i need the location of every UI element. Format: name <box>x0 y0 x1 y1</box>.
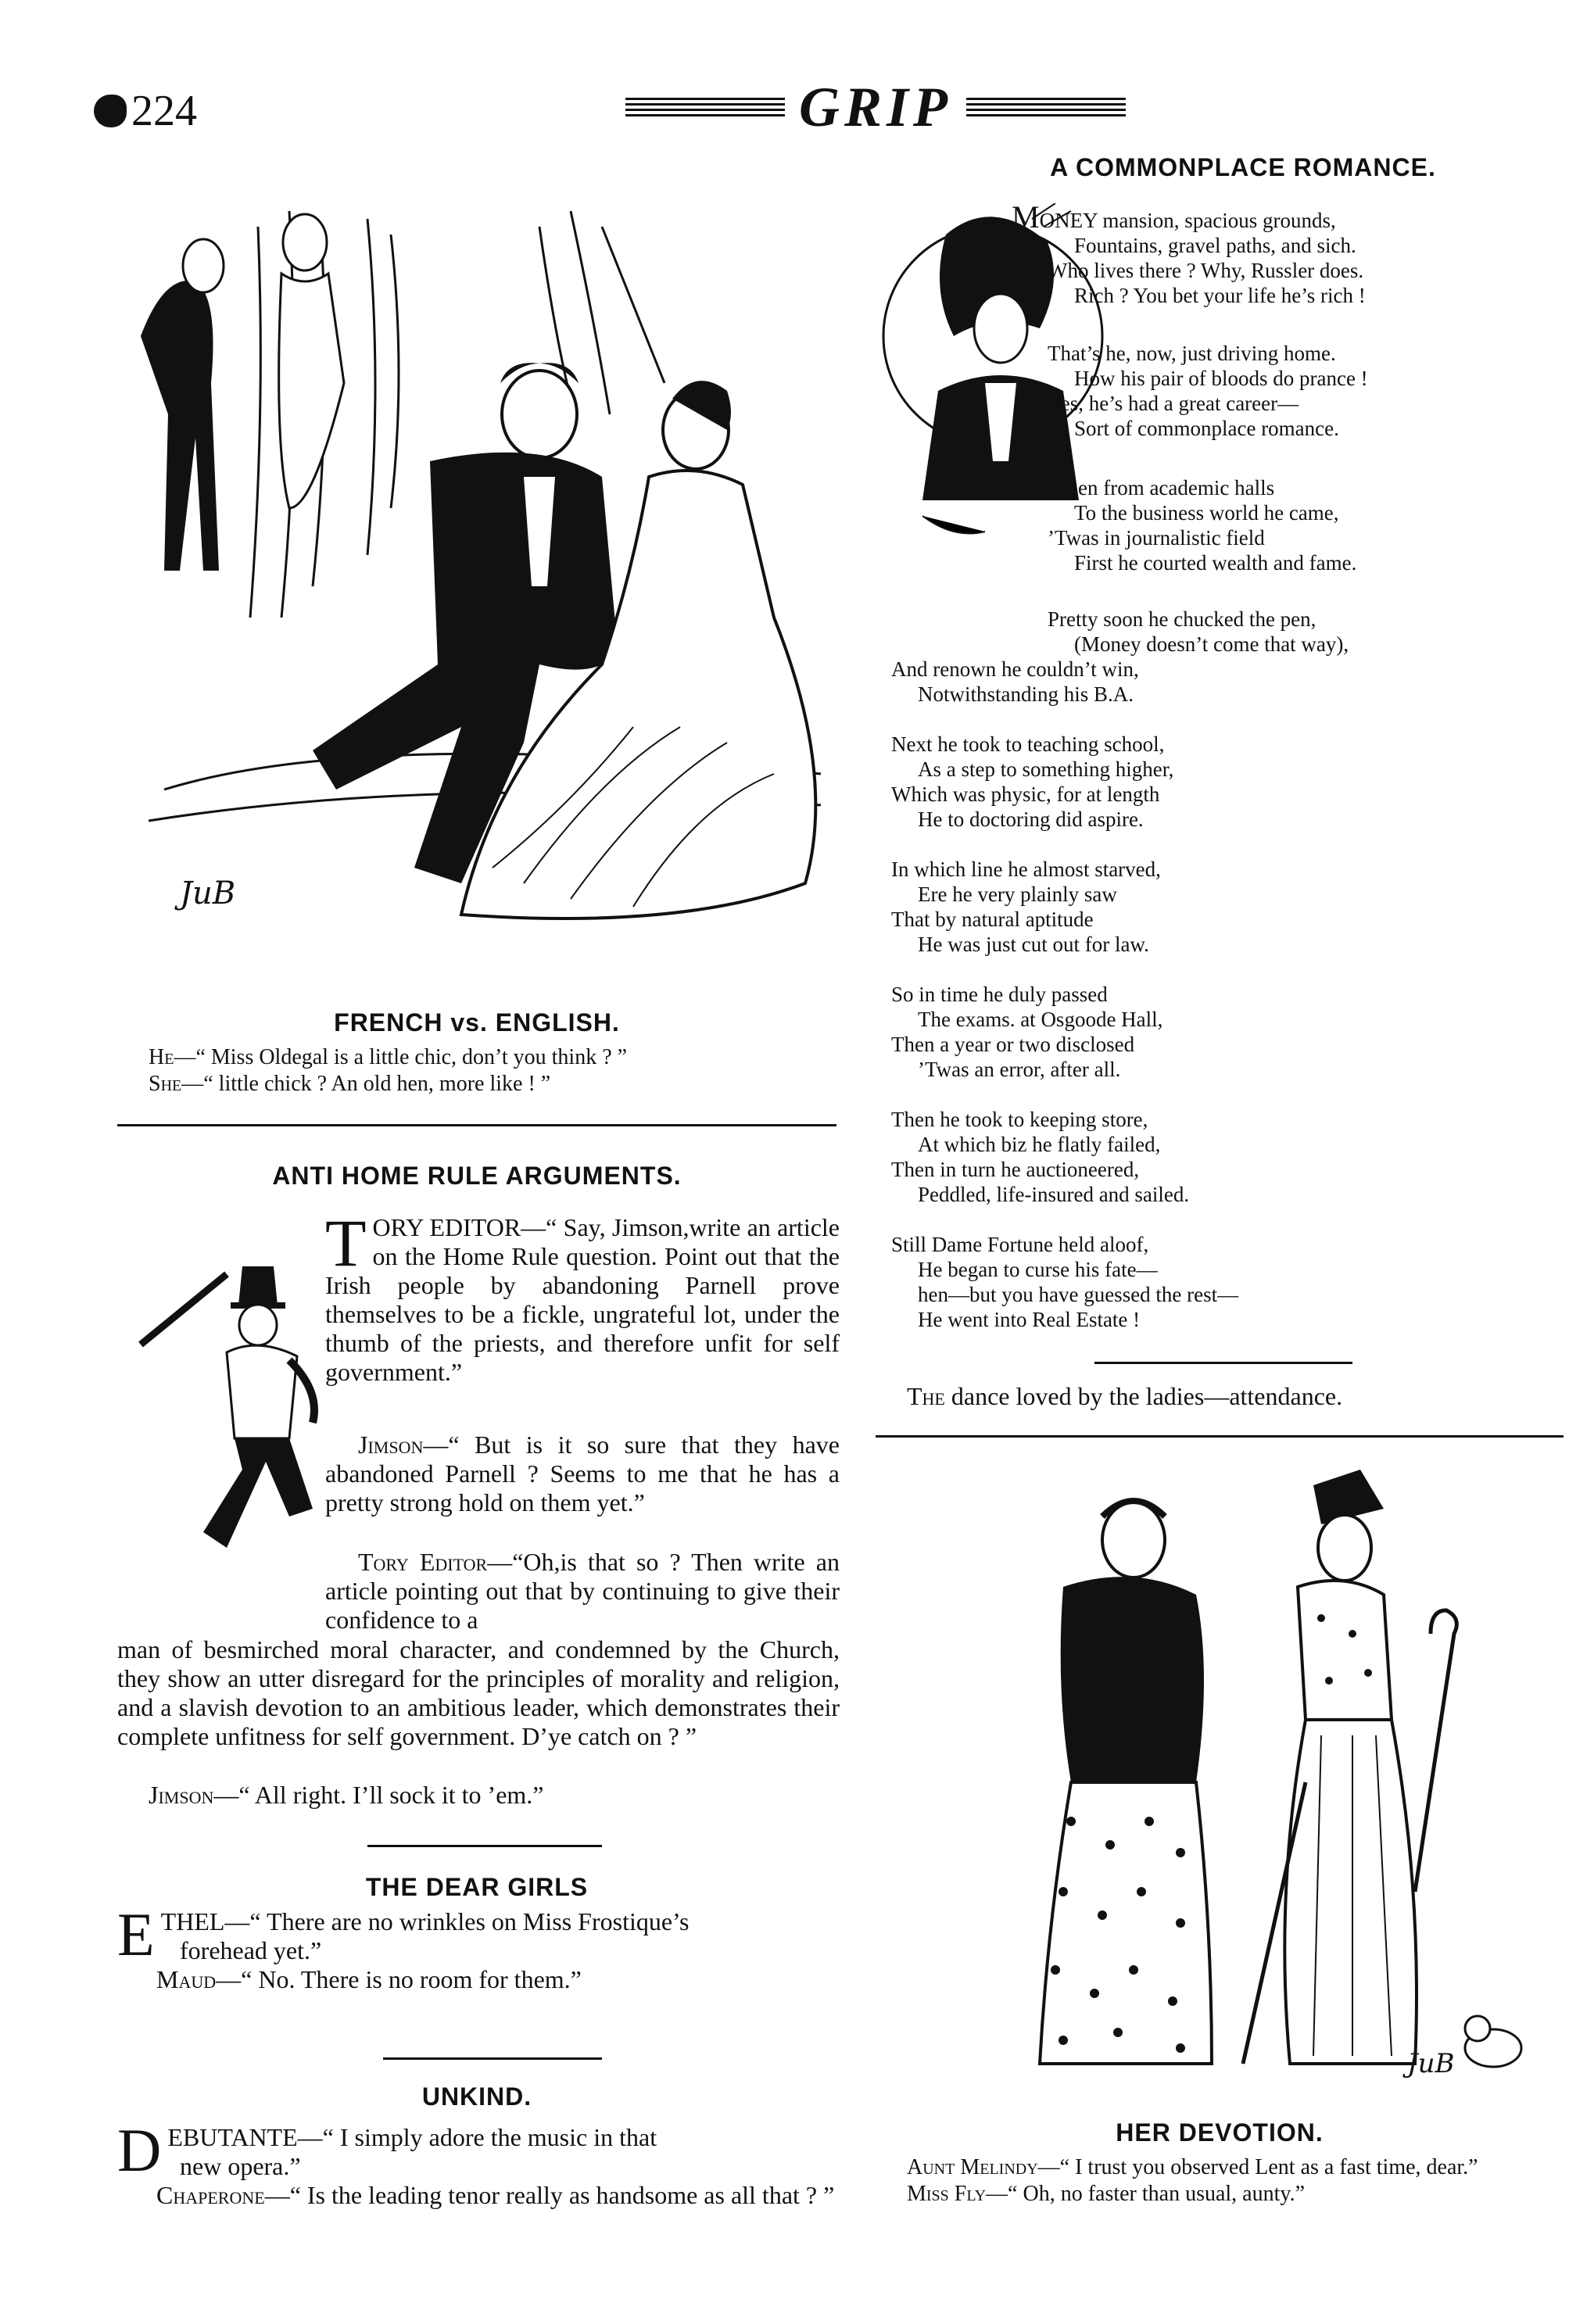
anti-home-rule-p3b: man of besmirched moral character, and condemned by the Church, they show an utter disregard for the principles of morality and religion, and a slavish devotion to an ambitious leader, which demonstrates their complete unfitness for self government. D’ye catch on ? ” <box>117 1635 840 1750</box>
verse-line: How his pair of bloods do prance ! <box>1074 367 1368 390</box>
cartoon2-caption <box>883 2154 1564 2208</box>
verse-line: ’Twas an error, after all. <box>918 1058 1121 1081</box>
verse-line: In which line he almost starved, <box>891 858 1161 881</box>
page-number <box>94 86 197 136</box>
divider <box>383 2057 602 2060</box>
verse-line: Yes, he’s had a great career— <box>1048 392 1299 415</box>
verse-line: So in time he duly passed <box>891 983 1108 1006</box>
divider <box>367 1845 602 1847</box>
unkind-heading: UNKIND. <box>421 2082 532 2111</box>
verse-line: (Money doesn’t come that way), <box>1074 632 1349 656</box>
verse-line: Fountains, gravel paths, and sich. <box>1074 234 1356 257</box>
verse-line: Next he took to teaching school, <box>891 732 1165 756</box>
romance-stanza-9 <box>891 1232 1392 1332</box>
drop-cap: T <box>325 1205 367 1280</box>
cartoon1-heading: FRENCH vs. ENGLISH. <box>334 1008 620 1037</box>
masthead <box>625 72 1126 142</box>
romance-stanza-5 <box>891 732 1548 832</box>
divider <box>876 1435 1564 1438</box>
verse-line: hen—but you have guessed the rest— <box>918 1283 1239 1306</box>
verse-line: As a step to something higher, <box>918 757 1174 781</box>
verse-line: To the business world he came, <box>1074 501 1339 525</box>
cartoon2-signature: JuB <box>1407 2048 1455 2079</box>
romance-heading: A COMMONPLACE ROMANCE. <box>1050 153 1436 181</box>
unkind-line-1b: new opera.” <box>180 2152 301 2180</box>
unkind-line-2: Chaperone—“ Is the leading tenor really as handsome as all that ? ” <box>156 2181 835 2209</box>
drop-cap: D <box>117 2116 162 2184</box>
verse-line: Then he took to keeping store, <box>891 1108 1148 1131</box>
anti-home-rule-p1: TORY EDITOR—“ Say, Jimson,write an article on the Home Rule question. Point out that the Irish people by abandoning Parnell prove themselves to be a fickle, ungrateful lot, under the thumb of the priests, and therefore unfit for self government.” <box>325 1205 840 1386</box>
anti-home-rule-p4: Jimson—“ All right. I’ll sock it to ’em.” <box>149 1781 544 1809</box>
dear-girls-heading: THE DEAR GIRLS <box>365 1873 589 1901</box>
romance-stanza-2 <box>1048 341 1548 441</box>
verse-line: ’Twas in journalistic field <box>1048 526 1265 550</box>
dear-girls-line-2: Maud—“ No. There is no room for them.” <box>156 1965 582 1993</box>
quip-attendance: The dance loved by the ladies—attendance. <box>907 1382 1343 1410</box>
cartoon-french-vs-english <box>133 180 836 961</box>
verse-line: That by natural aptitude <box>891 908 1094 931</box>
verse-line: And renown he couldn’t win, <box>891 657 1139 681</box>
verse-line: Rich ? You bet your life he’s rich ! <box>1074 284 1366 307</box>
cartoon2-heading: HER DEVOTION. <box>1116 2118 1324 2147</box>
verse-line: Who lives there ? Why, Russler does. <box>1048 259 1364 282</box>
beaver-icon <box>94 95 127 127</box>
caption-line: He—“ Miss Oldegal is a little chic, don’t you think ? ” <box>149 1045 628 1069</box>
dear-girls-line-1b: forehead yet.” <box>180 1936 322 1964</box>
verse-line: Still Dame Fortune held aloof, <box>891 1233 1149 1256</box>
cartoon-irishman <box>133 1219 328 1579</box>
romance-stanza-6 <box>891 857 1392 957</box>
verse-line: Pretty soon he chucked the pen, <box>1048 607 1316 631</box>
verse-line: Ere he very plainly saw <box>918 883 1117 906</box>
verse-line: That’s he, now, just driving home. <box>1048 342 1336 365</box>
cartoon1-caption <box>149 1044 821 1098</box>
masthead-rule-right <box>966 98 1126 116</box>
verse-line: Which was physic, for at length <box>891 782 1160 806</box>
divider <box>117 1124 836 1126</box>
drop-cap: E <box>117 1900 155 1968</box>
romance-stanza-8 <box>891 1107 1392 1207</box>
anti-home-rule-heading: ANTI HOME RULE ARGUMENTS. <box>272 1162 682 1190</box>
verse-line: At which biz he flatly failed, <box>918 1133 1161 1156</box>
caption-line: Miss Fly—“ Oh, no faster than usual, aunty.” <box>907 2182 1306 2206</box>
unkind-body <box>117 2116 840 2210</box>
verse-line: He was just cut out for law. <box>918 933 1149 956</box>
verse-line: He went into Real Estate ! <box>918 1308 1141 1331</box>
dear-girls-body <box>117 1900 840 1994</box>
unkind-line-1: DEBUTANTE—“ I simply adore the music in that <box>117 2116 657 2184</box>
romance-stanza-3 <box>1048 475 1548 575</box>
verse-line: When from academic halls <box>1048 476 1275 500</box>
verse-line: MONEY mansion, spacious grounds, <box>1012 199 1336 235</box>
verse-line: Notwithstanding his B.A. <box>918 682 1134 706</box>
verse-line: Then a year or two disclosed <box>891 1033 1135 1056</box>
verse-line: Peddled, life-insured and sailed. <box>918 1183 1190 1206</box>
caption-line: She—“ little chick ? An old hen, more like ! ” <box>149 1072 551 1096</box>
caption-line: Aunt Melindy—“ I trust you observed Lent as a fast time, dear.” <box>907 2155 1478 2179</box>
anti-home-rule-p2: Jimson—“ But is it so sure that they have abandoned Parnell ? Seems to me that he has a pretty strong hold on them yet.” <box>325 1431 840 1517</box>
dear-girls-line-1: ETHEL—“ There are no wrinkles on Miss Frostique’s <box>117 1900 690 1968</box>
cartoon-her-devotion <box>977 1454 1540 2095</box>
cartoon1-signature: JuB <box>180 876 236 911</box>
verse-line: Sort of commonplace romance. <box>1074 417 1339 440</box>
verse-line: He began to curse his fate— <box>918 1258 1158 1281</box>
anti-home-rule-p3a: Tory Editor—“Oh,is that so ? Then write an article pointing out that by continuing to give their confidence to a <box>325 1548 840 1634</box>
romance-stanza-1 <box>1012 199 1548 308</box>
romance-stanza-7 <box>891 982 1392 1082</box>
verse-line: First he courted wealth and fame. <box>1074 551 1357 575</box>
masthead-title: GRIP <box>798 75 953 138</box>
verse-line: He to doctoring did aspire. <box>918 807 1144 831</box>
masthead-rule-left <box>625 98 785 116</box>
page-number-text: 224 <box>131 87 197 135</box>
verse-line: Then in turn he auctioneered, <box>891 1158 1140 1181</box>
romance-stanza-4 <box>891 607 1548 707</box>
divider <box>1094 1362 1352 1364</box>
verse-line: The exams. at Osgoode Hall, <box>918 1008 1163 1031</box>
